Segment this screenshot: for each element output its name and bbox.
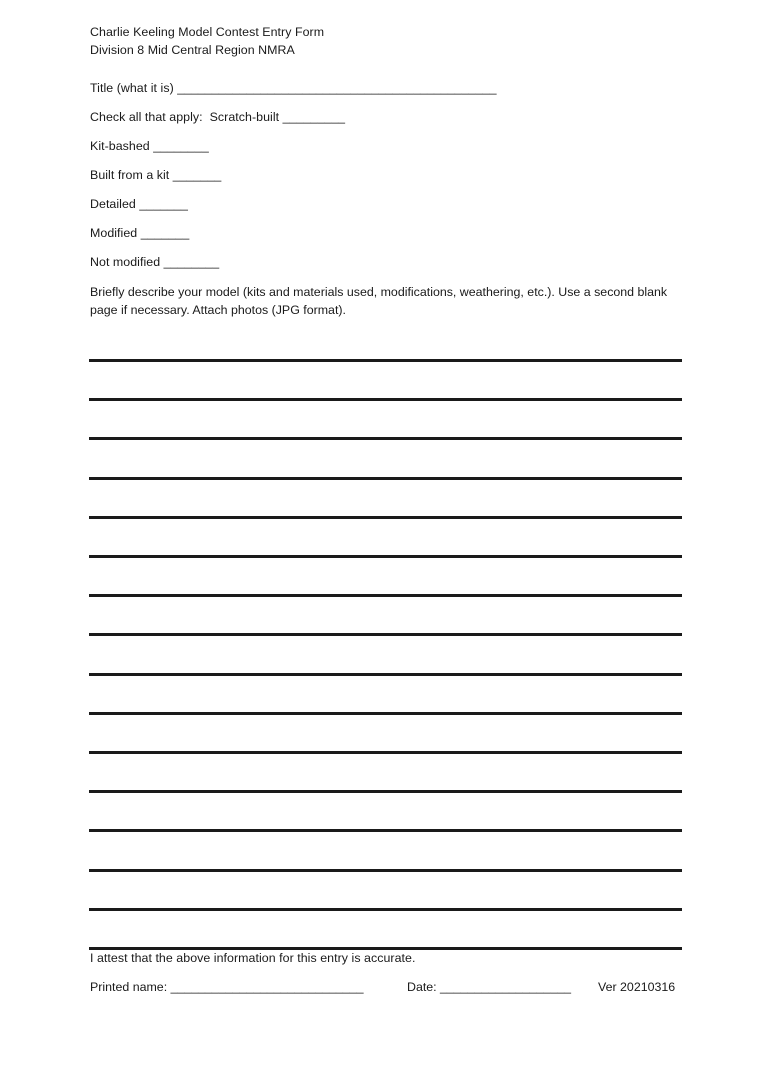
built-from-kit-field[interactable]: Built from a kit _______: [90, 168, 222, 182]
writing-line[interactable]: [89, 477, 682, 480]
writing-line[interactable]: [89, 751, 682, 754]
printed-name-field[interactable]: Printed name: ____________________________: [90, 980, 364, 994]
writing-line[interactable]: [89, 908, 682, 911]
kit-bashed-field[interactable]: Kit-bashed ________: [90, 139, 209, 153]
writing-line[interactable]: [89, 633, 682, 636]
writing-line[interactable]: [89, 516, 682, 519]
description-prompt: Briefly describe your model (kits and materials used, modifications, weathering, etc.). Use a second blank page if necessary. Attach photos (JPG format).: [90, 285, 668, 317]
scratch-built-field[interactable]: Check all that apply: Scratch-built _________: [90, 110, 346, 124]
writing-line[interactable]: [89, 555, 682, 558]
date-field[interactable]: Date: ___________________: [407, 980, 571, 994]
title-field[interactable]: Title (what it is) ______________________________________________: [90, 81, 497, 95]
detailed-field[interactable]: Detailed _______: [90, 197, 188, 211]
writing-line[interactable]: [89, 869, 682, 872]
form-title: Charlie Keeling Model Contest Entry Form: [90, 25, 325, 39]
writing-line[interactable]: [89, 398, 682, 401]
signature-row: [90, 978, 690, 996]
form-subtitle: Division 8 Mid Central Region NMRA: [90, 43, 295, 57]
writing-line[interactable]: [89, 712, 682, 715]
writing-line[interactable]: [89, 829, 682, 832]
writing-line[interactable]: [89, 594, 682, 597]
writing-line[interactable]: [89, 359, 682, 362]
attestation-statement: I attest that the above information for this entry is accurate.: [90, 951, 416, 965]
modified-field[interactable]: Modified _______: [90, 226, 190, 240]
writing-line[interactable]: [89, 437, 682, 440]
not-modified-field[interactable]: Not modified ________: [90, 255, 220, 269]
writing-line[interactable]: [89, 673, 682, 676]
version-label: Ver 20210316: [598, 980, 676, 994]
writing-line[interactable]: [89, 790, 682, 793]
